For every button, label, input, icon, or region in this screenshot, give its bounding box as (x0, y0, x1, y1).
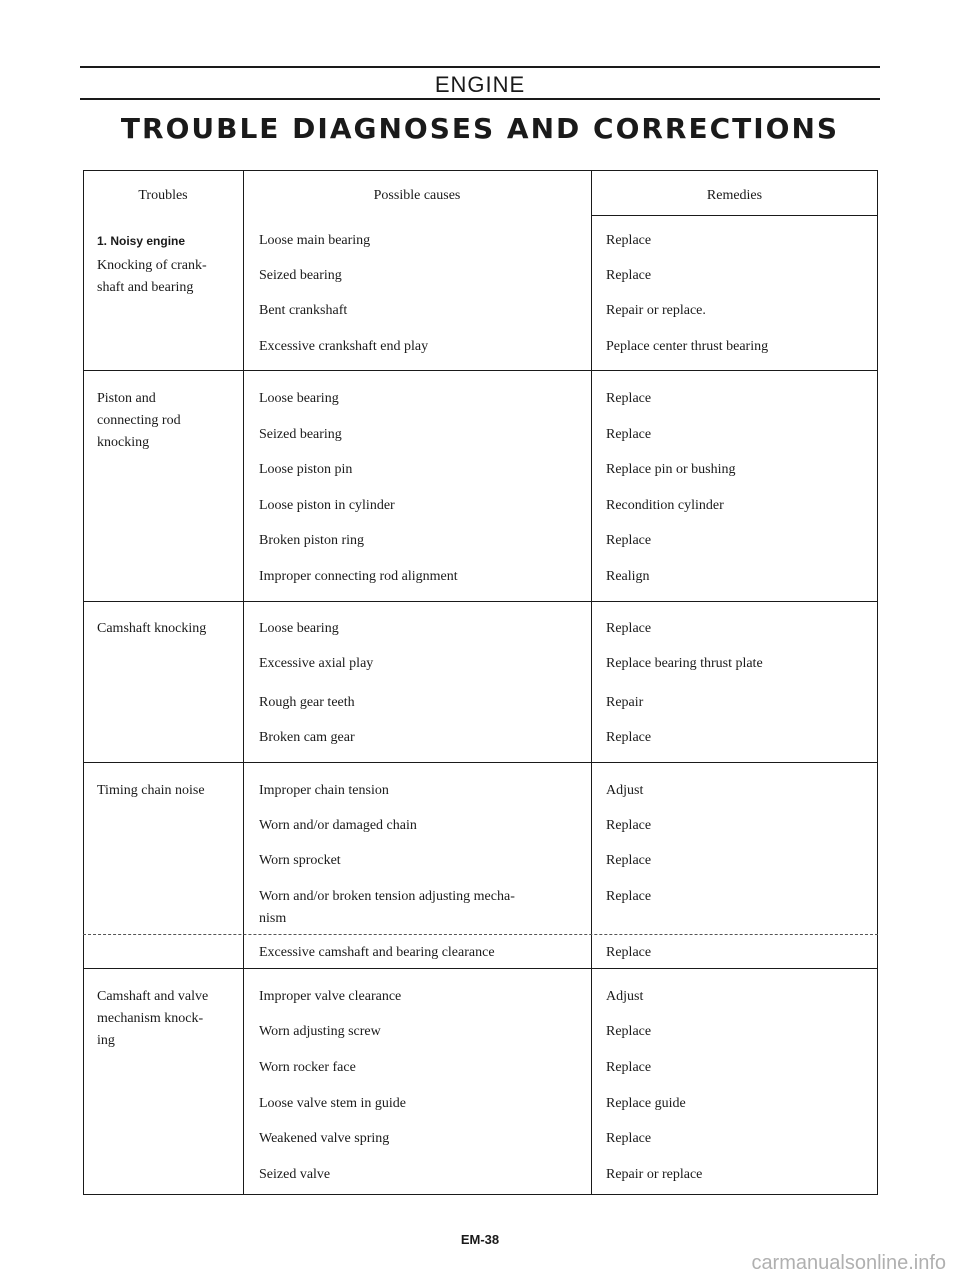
cause-text: Loose piston pin (259, 462, 353, 477)
remedy-text: Replace (606, 853, 652, 868)
remedy-text: Replace bearing thrust plate (606, 656, 763, 671)
cause-text: Loose bearing (259, 621, 339, 636)
dashed-divider (83, 934, 878, 935)
watermark: carmanualsonline.info (751, 1252, 946, 1274)
page-title: TROUBLE DIAGNOSES AND CORRECTIONS (120, 112, 840, 145)
column-divider-1 (243, 170, 244, 1195)
cause-text: Bent crankshaft (259, 303, 348, 318)
remedy-text: Replace (606, 391, 652, 406)
cause-text: Loose piston in cylinder (259, 498, 395, 513)
section-heading: ENGINE (434, 72, 526, 97)
page-number: EM-38 (460, 1232, 500, 1247)
remedy-text: Adjust (606, 989, 644, 1004)
cause-text: Worn and/or broken tension adjusting mecha- nism (259, 889, 515, 926)
top-rule (80, 66, 880, 68)
trouble-label: Timing chain noise (97, 783, 205, 798)
group-divider (83, 601, 878, 602)
cause-text: Loose valve stem in guide (259, 1096, 406, 1111)
remedy-text: Peplace center thrust bearing (606, 339, 769, 354)
group-lead-title: 1. Noisy engine (97, 234, 186, 248)
cause-text: Excessive axial play (259, 656, 374, 671)
table-bottom-border (83, 1194, 878, 1195)
table-right-border (877, 170, 878, 1195)
column-divider-2 (591, 170, 592, 1195)
header-possible-causes: Possible causes (373, 188, 461, 203)
cause-text: Improper valve clearance (259, 989, 402, 1004)
remedy-text: Replace (606, 945, 652, 960)
remedy-text: Replace (606, 233, 652, 248)
remedy-text: Replace (606, 818, 652, 833)
remedy-text: Replace (606, 730, 652, 745)
remedy-text: Replace (606, 889, 652, 904)
cause-text: Loose main bearing (259, 233, 371, 248)
trouble-label: Knocking of crank- shaft and bearing (97, 258, 207, 295)
section-underline (80, 98, 880, 100)
remedy-text: Repair (606, 695, 644, 710)
diagnosis-table (83, 170, 878, 1195)
remedy-text: Replace (606, 533, 652, 548)
remedy-text: Replace (606, 268, 652, 283)
cause-text: Broken piston ring (259, 533, 364, 548)
header-troubles: Troubles (138, 188, 188, 203)
header-underline (591, 215, 878, 216)
group-divider (83, 762, 878, 763)
cause-text: Seized valve (259, 1167, 331, 1182)
cause-text: Excessive crankshaft end play (259, 339, 429, 354)
group-divider (83, 370, 878, 371)
remedy-text: Replace pin or bushing (606, 462, 736, 477)
remedy-text: Replace (606, 1024, 652, 1039)
remedy-text: Replace (606, 1060, 652, 1075)
remedy-text: Replace guide (606, 1096, 686, 1111)
cause-text: Seized bearing (259, 268, 342, 283)
cause-text: Rough gear teeth (259, 695, 355, 710)
remedy-text: Repair or replace. (606, 303, 706, 318)
header-remedies: Remedies (706, 188, 763, 203)
cause-text: Worn and/or damaged chain (259, 818, 417, 833)
cause-text: Seized bearing (259, 427, 342, 442)
group-divider (83, 968, 878, 969)
cause-text: Worn adjusting screw (259, 1024, 381, 1039)
table-left-border (83, 170, 84, 1195)
trouble-label: Camshaft and valve mechanism knock- ing (97, 989, 209, 1048)
cause-text: Worn sprocket (259, 853, 341, 868)
cause-text: Worn rocker face (259, 1060, 356, 1075)
cause-text: Improper chain tension (259, 783, 389, 798)
cause-text: Excessive camshaft and bearing clearance (259, 945, 495, 960)
trouble-label: Camshaft knocking (97, 621, 207, 636)
remedy-text: Adjust (606, 783, 644, 798)
table-top-border (83, 170, 878, 171)
remedy-text: Replace (606, 621, 652, 636)
remedy-text: Realign (606, 569, 650, 584)
remedy-text: Replace (606, 427, 652, 442)
remedy-text: Repair or replace (606, 1167, 703, 1182)
trouble-label: Piston and connecting rod knocking (97, 391, 181, 450)
cause-text: Weakened valve spring (259, 1131, 390, 1146)
cause-text: Loose bearing (259, 391, 339, 406)
remedy-text: Recondition cylinder (606, 498, 724, 513)
remedy-text: Replace (606, 1131, 652, 1146)
cause-text: Broken cam gear (259, 730, 355, 745)
cause-text: Improper connecting rod alignment (259, 569, 458, 584)
